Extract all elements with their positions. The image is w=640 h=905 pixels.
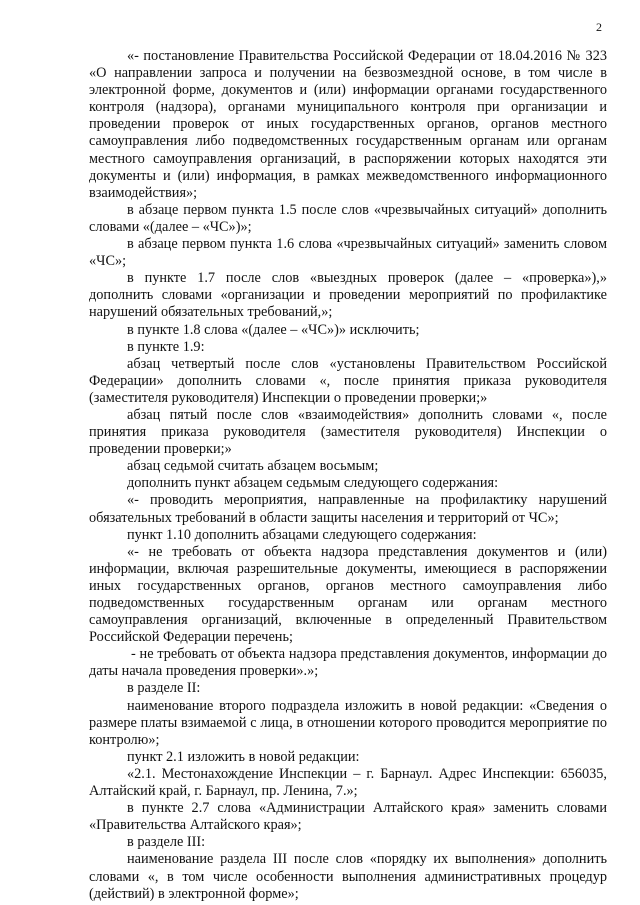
paragraph: абзац четвертый после слов «установлены Правительством Российской Федерации» дополнить словами «, после принятия приказа руководителя (заместителя руководителя) Инспекции о проведении проверки;» [89, 355, 607, 406]
paragraph: наименование раздела III после слов «порядку их выполнения» дополнить словами «, в том числе особенности выполнения административных процедур (действий) в электронной форме»; [89, 851, 607, 902]
paragraph: «- проводить мероприятия, направленные на профилактику нарушений обязательных требований в области защиты населения и территорий от ЧС»; [89, 492, 607, 526]
paragraph: «- постановление Правительства Российской Федерации от 18.04.2016 № 323 «О направлении запроса и получении на безвозмездной основе, в том числе в электронной форме, документов и (или) информации органами государственного контроля (надзора), органами муниципального контроля при организации и проведении проверок от иных государственных органов, органов местного самоуправления либо подведомственных государственным органам или органам местного самоуправления организаций, в распоряжении которых находятся эти документы и (или) информация, в рамках межведомственного информационного взаимодействия»; [89, 48, 607, 201]
paragraph: в пункте 1.7 после слов «выездных проверок (далее – «проверка»),» дополнить словами «организации и проведении мероприятий по профилактике нарушений обязательных требований,»; [89, 270, 607, 321]
paragraph: в разделе II: [127, 680, 201, 697]
paragraph: в абзаце первом пункта 1.5 после слов «чрезвычайных ситуаций» дополнить словами «(далее – «ЧС»)»; [89, 201, 607, 235]
page-number: 2 [596, 20, 602, 34]
document-body [89, 48, 607, 903]
paragraph: наименование второго подраздела изложить в новой редакции: «Сведения о размере платы взимаемой с лица, в отношении которого проводится мероприятие по контролю»; [89, 697, 607, 748]
paragraph: - не требовать от объекта надзора представления документов, информации до даты начала проведения проверки».»; [89, 646, 607, 680]
paragraph: в пункте 2.7 слова «Администрации Алтайского края» заменить словами «Правительства Алтайского края»; [89, 800, 607, 834]
paragraph: «2.1. Местонахождение Инспекции – г. Барнаул. Адрес Инспекции: 656035, Алтайский край, г. Барнаул, пр. Ленина, 7.»; [89, 765, 607, 800]
paragraph: дополнить пункт абзацем седьмым следующего содержания: [127, 475, 499, 492]
paragraph: в пункте 1.9: [127, 338, 205, 355]
paragraph: абзац седьмой считать абзацем восьмым; [127, 458, 379, 475]
paragraph: в разделе III: [127, 834, 206, 851]
paragraph: пункт 1.10 дополнить абзацами следующего содержания: [127, 526, 477, 543]
paragraph: в пункте 1.8 слова «(далее – «ЧС»)» исключить; [127, 321, 420, 338]
paragraph: «- не требовать от объекта надзора представления документов и (или) информации, включая разрешительные документы, имеющиеся в распоряжении иных государственных органов, органов местного самоуправления либо подведомственных государственным органам или органам местного самоуправления организаций, включенные в определенный Правительством Российской Федерации перечень; [89, 543, 607, 646]
paragraph: пункт 2.1 изложить в новой редакции: [127, 748, 360, 765]
paragraph: в абзаце первом пункта 1.6 слова «чрезвычайных ситуаций» заменить словом «ЧС»; [89, 236, 607, 270]
paragraph: абзац пятый после слов «взаимодействия» дополнить словами «, после принятия приказа руководителя (заместителя руководителя) Инспекции о проведении проверки;» [89, 406, 607, 458]
